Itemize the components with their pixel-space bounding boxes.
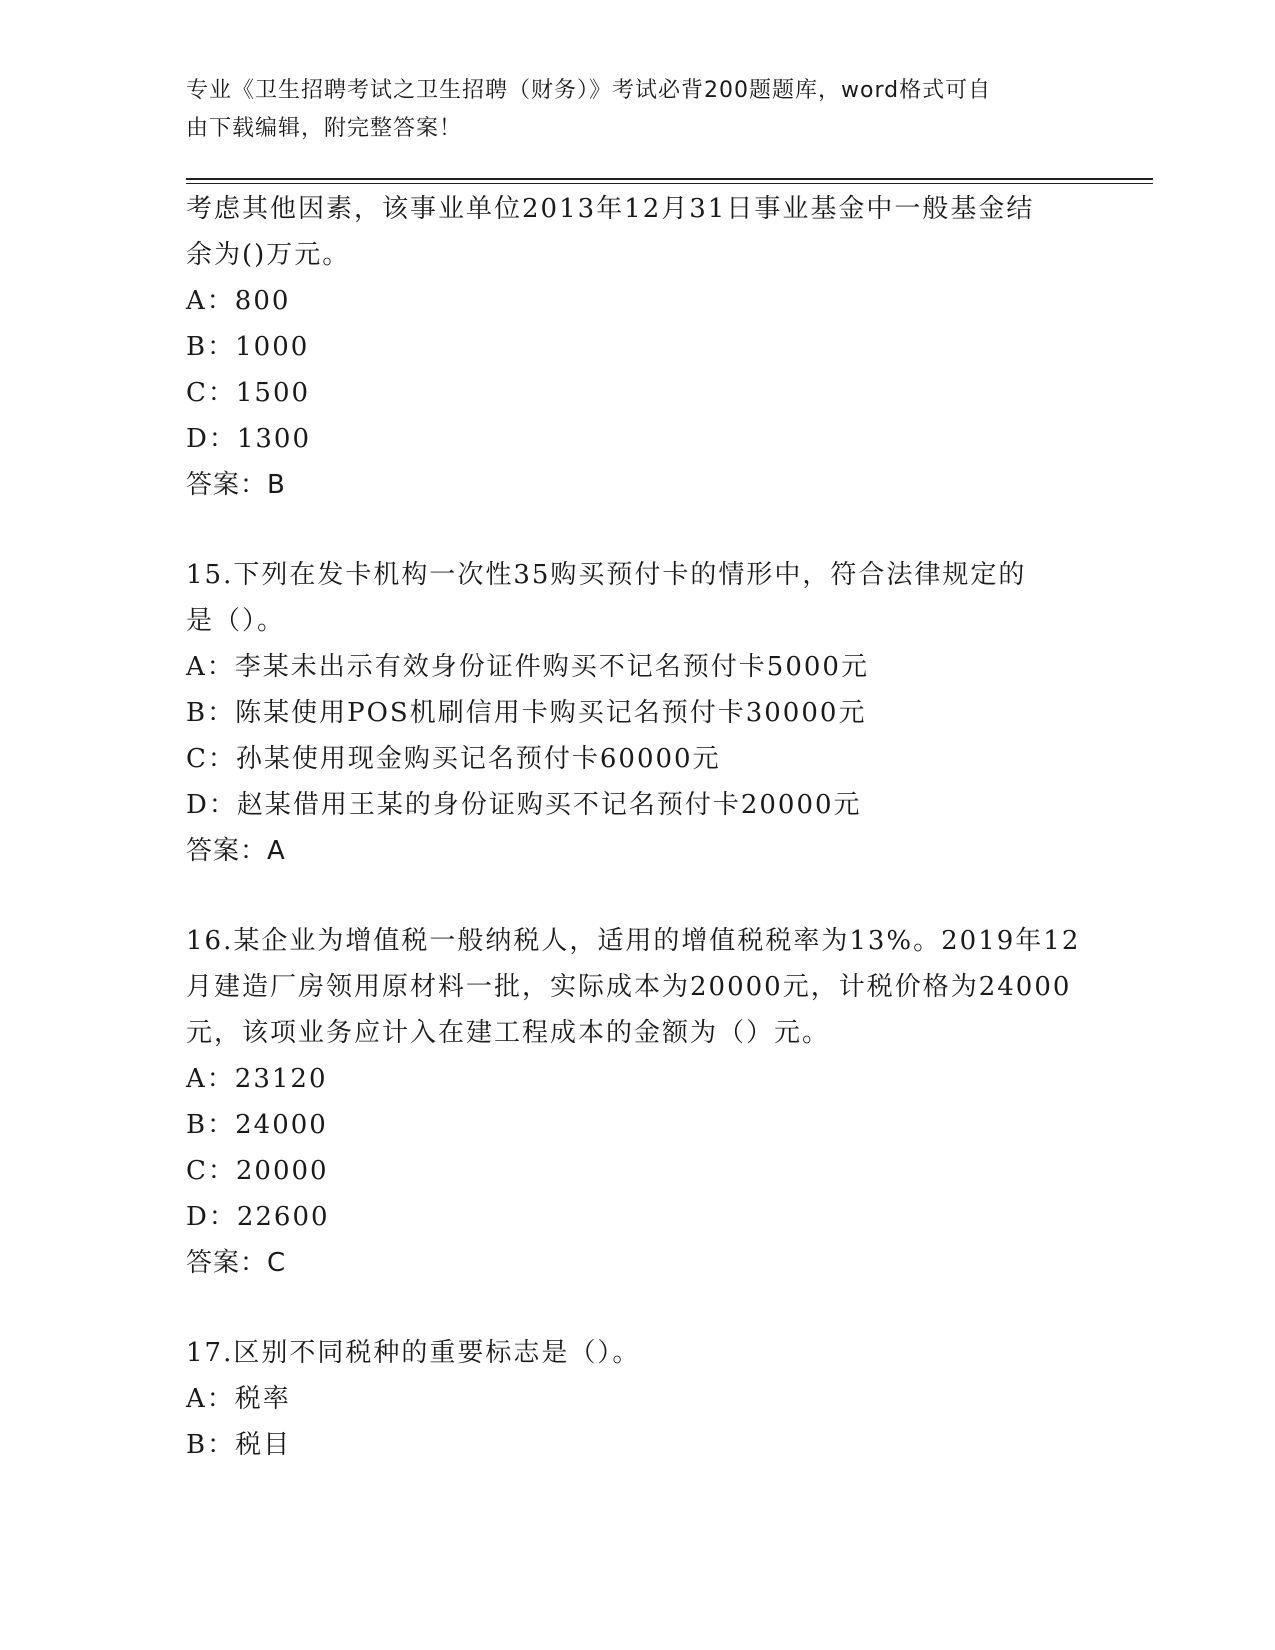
option-c: C：20000 <box>186 1156 329 1186</box>
question-list <box>186 186 1086 1468</box>
header-divider-thin <box>186 183 1153 184</box>
question-stem: 月建造厂房领用原材料一批，实际成本为20000元，计税价格为24000 <box>186 972 1072 1002</box>
option-b: B：税目 <box>186 1430 292 1460</box>
option-b: B：24000 <box>186 1110 328 1140</box>
question-14 <box>186 186 1086 508</box>
option-a: A：23120 <box>186 1064 328 1094</box>
option-a: A：800 <box>186 286 291 316</box>
question-stem: 是（）。 <box>186 606 286 636</box>
document-header <box>186 72 1066 148</box>
question-stem: 15.下列在发卡机构一次性35购买预付卡的情形中，符合法律规定的 <box>186 560 1027 590</box>
question-stem: 17.区别不同税种的重要标志是（）。 <box>186 1338 641 1368</box>
header-line-2: 由下载编辑，附完整答案！ <box>186 116 463 141</box>
option-d: D：1300 <box>186 424 312 454</box>
question-17 <box>186 1330 1086 1468</box>
question-15 <box>186 552 1086 874</box>
option-d: D：赵某借用王某的身份证购买不记名预付卡20000元 <box>186 790 862 820</box>
option-b: B：陈某使用POS机刷信用卡购买记名预付卡30000元 <box>186 698 867 728</box>
question-stem: 考虑其他因素，该事业单位2013年12月31日事业基金中一般基金结 <box>186 194 1035 224</box>
option-a: A：李某未出示有效身份证件购买不记名预付卡5000元 <box>186 652 869 682</box>
question-stem: 16.某企业为增值税一般纳税人，适用的增值税税率为13%。2019年12 <box>186 926 1081 956</box>
option-d: D：22600 <box>186 1202 330 1232</box>
question-stem: 元，该项业务应计入在建工程成本的金额为（）元。 <box>186 1018 831 1048</box>
option-c: C：1500 <box>186 378 311 408</box>
option-b: B：1000 <box>186 332 310 362</box>
option-a: A：税率 <box>186 1384 291 1414</box>
answer-line: 答案：C <box>186 1248 287 1278</box>
answer-line: 答案：A <box>186 836 286 866</box>
header-line-1: 专业《卫生招聘考试之卫生招聘（财务）》考试必背200题题库，word格式可自 <box>186 78 992 103</box>
header-divider-thick <box>186 178 1153 180</box>
question-stem: 余为()万元。 <box>186 240 351 270</box>
question-16 <box>186 918 1086 1286</box>
option-c: C：孙某使用现金购买记名预付卡60000元 <box>186 744 721 774</box>
answer-line: 答案：B <box>186 470 286 500</box>
